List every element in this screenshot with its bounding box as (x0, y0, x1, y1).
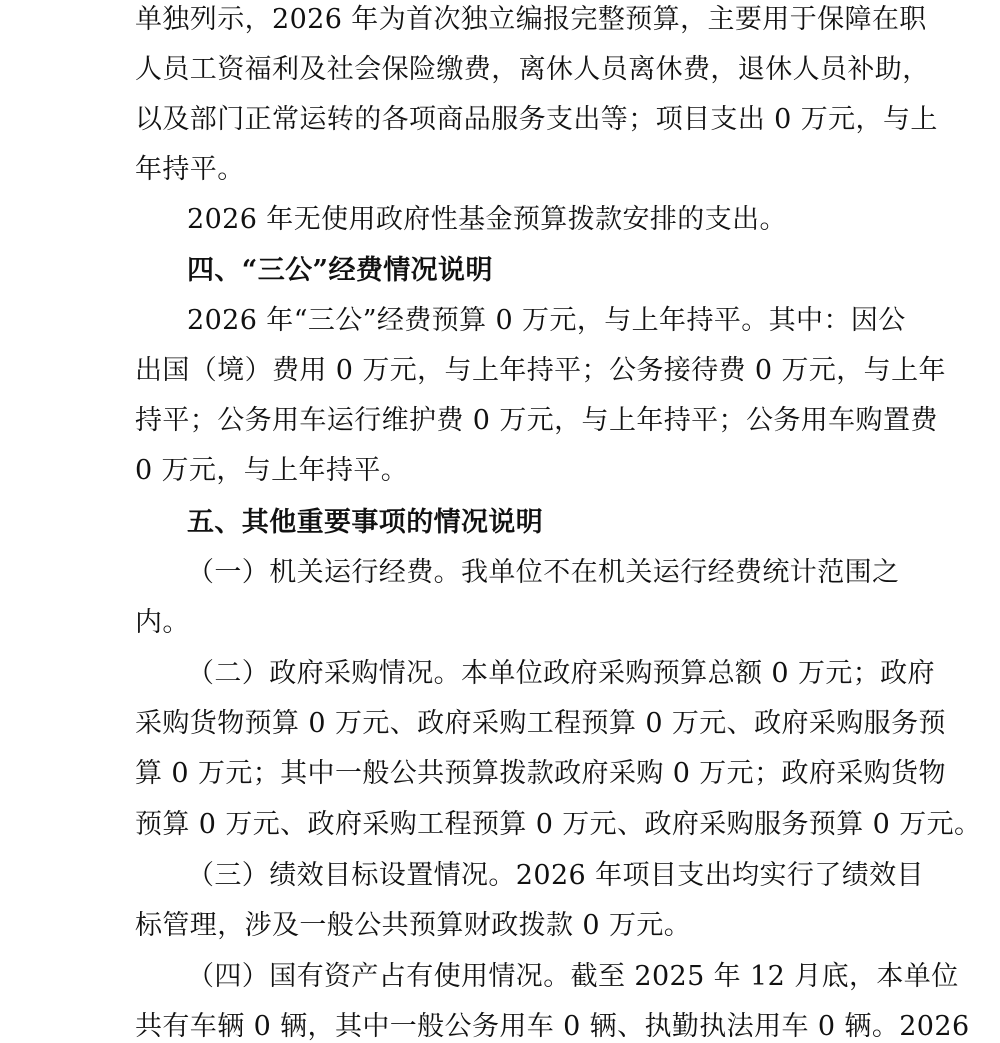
text-line: 共有车辆 0 辆，其中一般公务用车 0 辆、执勤执法用车 0 辆。2026 (135, 1011, 970, 1042)
text-line: 人员工资福利及社会保险缴费，离休人员离休费，退休人员补助， (135, 54, 930, 85)
text-line: 0 万元，与上年持平。 (135, 455, 409, 486)
text-line: 内。 (135, 607, 190, 638)
text-line: 预算 0 万元、政府采购工程预算 0 万元、政府采购服务预算 0 万元。 (135, 809, 982, 840)
text-line: 出国（境）费用 0 万元，与上年持平；公务接待费 0 万元，与上年 (135, 355, 946, 386)
section-heading-other-matters: 五、其他重要事项的情况说明 (187, 507, 544, 538)
text-line: 以及部门正常运转的各项商品服务支出等；项目支出 0 万元，与上 (135, 104, 938, 135)
text-line: 持平；公务用车运行维护费 0 万元，与上年持平；公务用车购置费 (135, 405, 938, 436)
text-line: 年持平。 (135, 154, 245, 185)
text-line: （二）政府采购情况。本单位政府采购预算总额 0 万元；政府 (187, 658, 935, 689)
text-line: （一）机关运行经费。我单位不在机关运行经费统计范围之 (187, 557, 900, 588)
section-heading-three-public: 四、“三公”经费情况说明 (187, 255, 493, 286)
text-line: （四）国有资产占有使用情况。截至 2025 年 12 月底，本单位 (187, 961, 959, 992)
text-line: 2026 年“三公”经费预算 0 万元，与上年持平。其中：因公 (187, 305, 906, 336)
text-line: 标管理，涉及一般公共预算财政拨款 0 万元。 (135, 910, 692, 941)
text-line: 采购货物预算 0 万元、政府采购工程预算 0 万元、政府采购服务预 (135, 708, 946, 739)
text-line: 2026 年无使用政府性基金预算拨款安排的支出。 (187, 204, 787, 235)
text-line: 算 0 万元；其中一般公共预算拨款政府采购 0 万元；政府采购货物 (135, 758, 946, 789)
text-line: （三）绩效目标设置情况。2026 年项目支出均实行了绩效目 (187, 860, 924, 891)
text-line: 单独列示，2026 年为首次独立编报完整预算，主要用于保障在职 (135, 4, 927, 35)
